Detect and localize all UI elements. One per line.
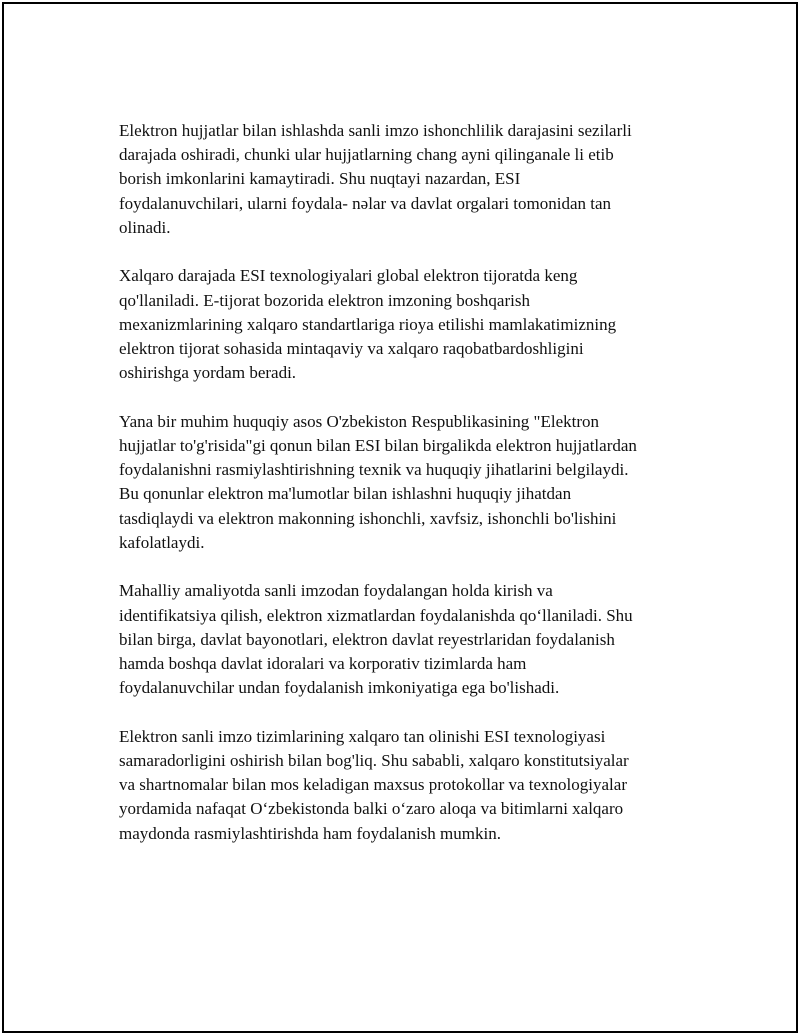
document-page xyxy=(2,2,798,1033)
paragraph-2: Xalqaro darajada ESI texnologiyalari global elektron tijoratda keng qo'llaniladi. E-tijorat bozorida elektron imzoning boshqarish mexanizmlarining xalqaro standartlariga rioya etilishi mamlakatimizning elektron tijorat sohasida mintaqaviy va xalqaro raqobatbardoshligini oshirishga yordam beradi. xyxy=(119,266,617,383)
paragraph-5: Elektron sanli imzo tizimlarining xalqaro tan olinishi ESI texnologiyasi samaradorligini oshirish bilan bog'liq. Shu sababli, xalqaro konstitutsiyalar va shartnomalar bilan mos keladigan maxsus protokollar va texnologiyalar yordamida nafaqat O‘zbekistonda balki o‘zaro aloqa va bitimlarni xalqaro maydonda rasmiylashtirishda ham foydalanish mumkin. xyxy=(119,726,629,843)
paragraph-3: Yana bir muhim huquqiy asos O'zbekiston Respublikasining "Elektron hujjatlar to'g'risida"gi qonun bilan ESI bilan birgalikda elektron hujjatlardan foydalanishni rasmiylashtirishning texnik va huquqiy jihatlarini belgilaydi. Bu qonunlar elektron ma'lumotlar bilan ishlashni huquqiy jihatdan tasdiqlaydi va elektron makonning ishonchli, xavfsiz, ishonchli bo'lishini kafolatlaydi. xyxy=(119,411,637,552)
document-body xyxy=(119,119,679,870)
paragraph-1: Elektron hujjatlar bilan ishlashda sanli imzo ishonchlilik darajasini sezilarli darajada oshiradi, chunki ular hujjatlarning chang ayni qilinganale li etib borish imkonlarini kamaytiradi. Shu nuqtayi nazardan, ESI foydalanuvchilari, ularni foydala- nəlar va davlat orgalari tomonidan tan olinadi. xyxy=(119,121,632,237)
paragraph-4: Mahalliy amaliyotda sanli imzodan foydalangan holda kirish va identifikatsiya qilish, elektron xizmatlardan foydalanishda qo‘llaniladi. Shu bilan birga, davlat bayonotlari, elektron davlat reyestrlaridan foydalanish hamda boshqa davlat idoralari va korporativ tizimlarda ham foydalanuvchilar undan foydalanish imkoniyatiga ega bo'lishadi. xyxy=(119,581,633,698)
